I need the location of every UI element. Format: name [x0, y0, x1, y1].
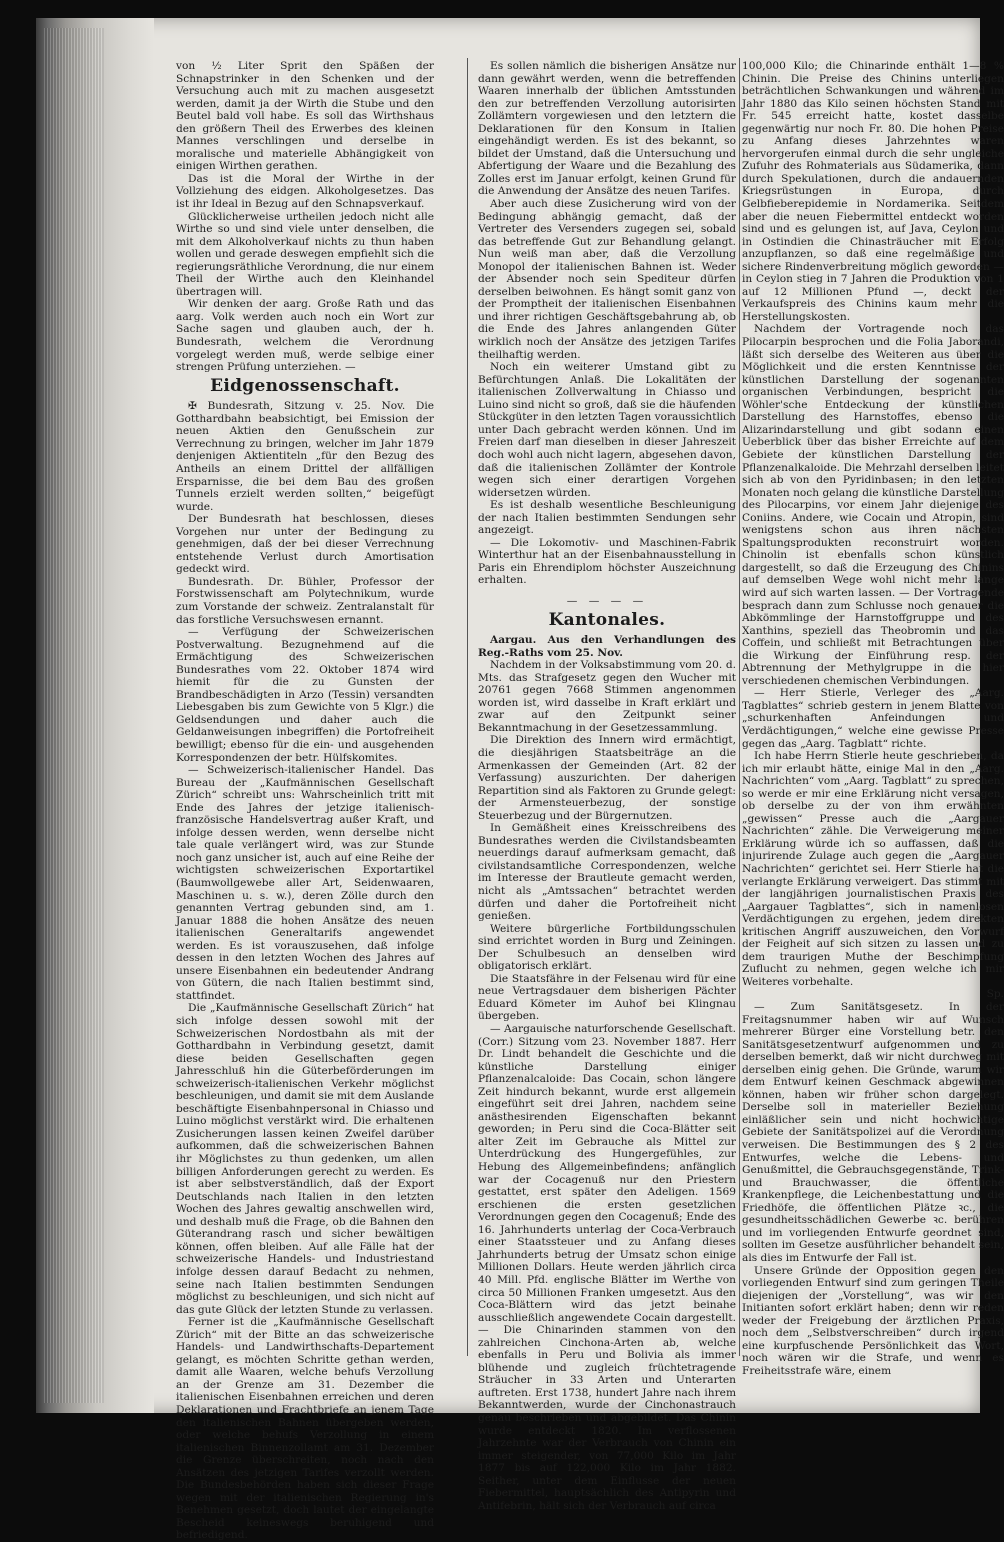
paragraph: Die „Kaufmännische Gesellschaft Zürich“ hat sich infolge dessen sowohl mit der Schweizerischen Nordostbahn als mit der Gotthardbahn in Verbindung gesetzt, damit diese beiden Gesellschaften gegen Jahresschluß hin die Güterbeförderungen im schweizerisch-italienischen Verkehr möglichst beschleunigen, und damit sie mit dem Auslande beschäftigte Eisenbahnpersonal in Chiasso und Luino möglichst verstärkt wird. Die erhaltenen Zusicherungen lassen keinen Zweifel darüber aufkommen, daß die schweizerischen Bahnen ihr Möglichstes zu thun gedenken, um allen billigen Anforderungen gerecht zu werden. Es ist aber selbstverständlich, daß der Export Deutschlands nach Italien in den letzten Wochen des Jahres gewaltig anschwellen wird, und deshalb muß die Frage, ob die Bahnen den Güterandrang rasch und sicher bewältigen können, offen bleiben. Auf alle Fälle hat der schweizerische Handels- und Industriestand infolge dessen darauf Bedacht zu nehmen, seine nach Italien bestimmten Sendungen möglichst zu beschleunigen, und sich nicht auf das gute Glück der letzten Stunde zu verlassen. [176, 1002, 434, 1316]
column-rule-right [739, 58, 740, 1356]
paragraph: — Verfügung der Schweizerischen Postverwaltung. Bezugnehmend auf die Ermächtigung des Schweizerischen Bundesrathes vom 22. Oktober 1874 wird hiemit für die zu Gunsten der Brandbeschädigten in Arzo (Tessin) versandten Liebesgaben bis zum Gewichte von 5 Klgr.) die Geldsendungen und daher auch die Geldanweisungen inbegriffen) die Portofreiheit bewilligt; ebenso für die ein- und ausgehenden Korrespondenzen der betr. Hülfskomites. [176, 626, 434, 764]
paragraph: In Gemäßheit eines Kreisschreibens des Bundesrathes werden die Civilstandsbeamten neuerdings darauf aufmerksam gemacht, daß civilstandsamtliche Correspondenzen, welche im Interesse der Brautleute gemacht werden, nicht als „Amtssachen“ betrachtet werden dürfen und daher die Portofreiheit nicht genießen. [478, 822, 736, 923]
paragraph-lead: Aargau. Aus den Verhandlungen des Reg.-Raths vom 25. Nov. [478, 634, 736, 659]
paragraph: Die Direktion des Innern wird ermächtigt, die diesjährigen Staatsbeiträge an die Armenkassen der Gemeinden (Art. 82 der Verfassung) auszurichten. Der daherigen Repartition sind als Faktoren zu Grunde gelegt: der Armensteuerbezug, der sonstige Steuerbezug und der Bürgernutzen. [478, 734, 736, 822]
paragraph: Das ist die Moral der Wirthe in der Vollziehung des eidgen. Alkoholgesetzes. Das ist ihr Ideal in Bezug auf den Schnapsverkauf. [176, 172, 434, 211]
column-3 [742, 60, 1004, 1377]
paragraph: Die Staatsfähre in der Felsenau wird für eine neue Vertragsdauer dem bisherigen Pächter Eduard Kömeter im Auhof bei Klingnau übergeben. [478, 972, 736, 1023]
newspaper-page [36, 18, 1004, 1542]
author-signature: Sp. [986, 988, 1004, 1001]
column-2 [478, 60, 736, 1512]
paragraph: Glücklicherweise urtheilen jedoch nicht alle Wirthe so und sind viele unter denselben, die mit dem Alkoholverkauf nichts zu thun haben wollen und gerade deswegen empfiehlt sich die regierungsräthliche Verordnung, die nur einem Theil der Wirthe auch den Kleinhandel übertragen will. [176, 210, 434, 298]
paragraph: Es sollen nämlich die bisherigen Ansätze nur dann gewährt werden, wenn die betreffenden Waaren innerhalb der üblichen Amtsstunden den zur betreffenden Verzollung autorisirten Zollämtern vorgewiesen und den letztern die Deklarationen für den Konsum in Italien eingehändigt werden. Es ist des bekannt, so bildet der Umstand, daß die Untersuchung und Abfertigung der Waare und die Bezahlung des Zolles erst im Januar erfolgt, keinen Grund für die Anwendung der Ansätze des neuen Tarifes. [478, 60, 736, 198]
paragraph: Ich habe Herrn Stierle heute geschrieben, da ich mir erlaubt hätte, einige Mal in den „Aarg. Nachrichten“ vom „Aarg. Tagblatt“ zu sprechen, so werde er mir eine Erklärung nicht versagen, ob derselbe zu der von ihm erwähnten „gewissen“ Presse auch die „Aargauer Nachrichten“ zähle. Die Verweigerung meiner Erklärung würde ich so auffassen, daß die injurirende Zulage auch gegen die „Aargauer Nachrichten“ gerichtet sei. Herr Stierle hat die verlangte Erklärung verweigert. Das stimmt mit der langjährigen journalistischen Praxis des „Aargauer Tagblattes“, sich in namenlosen Verdächtigungen zu ergehen, jedem direkten kritischen Angriff auszuweichen, den Vorwurf der Feigheit auf sich sitzen zu lassen und zu dem traurigen Muthe der Beschimpfung Zuflucht zu nehmen, gegen welche ich mir Weiteres vorbehalte. [742, 750, 1004, 988]
column-rule-left [467, 58, 468, 1356]
paragraph: — Zum Sanitätsgesetz. In der Freitagsnummer haben wir auf Wunsch mehrerer Bürger eine Vorstellung betr. den Sanitätsgesetzentwurf aufgenommen und zu derselben bemerkt, daß wir nicht durchweg mit derselben einig gehen. Die Gründe, warum wir dem Entwurf keinen Geschmack abgewinnen können, haben wir früher schon dargelegt. Derselbe soll in materieller Beziehung einläßlicher sein und nicht hochwichtige Gebiete der Sanitätspolizei auf die Verordnung verweisen. Die Bestimmungen des § 2 des Entwurfes, welche die Lebens- und Genußmittel, die Gebrauchsgegenstände, Trink- und Brauchwasser, die öffentliche Krankenpflege, die Leichenbestattung und die Friedhöfe, die öffentlichen Plätze ꝛc., die gesundheitsschädlichen Gewerbe ꝛc. berühren und im vorliegenden Entwurfe geordnet sind, sollten im Gesetze ausführlicher behandelt sein, als dies im Entwurfe der Fall ist. [742, 1001, 1004, 1264]
paragraph: Nachdem in der Volksabstimmung vom 20. d. Mts. das Strafgesetz gegen den Wucher mit 20761 gegen 7668 Stimmen angenommen worden ist, wird dasselbe in Kraft erklärt und zwar auf den Zeitpunkt seiner Bekanntmachung in der Gesetzessammlung. [478, 659, 736, 734]
paragraph: Noch ein weiterer Umstand gibt zu Befürchtungen Anlaß. Die Lokalitäten der italienischen Zollverwaltung in Chiasso und Luino sind nicht so groß, daß sie die häufenden Stückgüter in den letzten Tagen voraussichtlich unter Dach gebracht werden können. Und im Freien darf man dieselben in dieser Jahreszeit doch wohl auch nicht lagern, abgesehen davon, daß die italienischen Zollämter der Kontrole wegen sich einer derartigen Vorgehen widersetzen würden. [478, 361, 736, 499]
paragraph: Bundesrath. Dr. Bühler, Professor der Forstwissenschaft am Polytechnikum, wurde zum Vorstande der schweiz. Zentralanstalt für das forstliche Versuchswesen ernannt. [176, 575, 434, 626]
paragraph: 100,000 Kilo; die Chinarinde enthält 1—8 % Chinin. Die Preise des Chinins unterliegen beträchtlichen Schwankungen und während im Jahr 1880 das Kilo seinen höchsten Stand mit Fr. 545 erreicht hatte, kostet dasselbe gegenwärtig nur noch Fr. 80. Die hohen Preise zu Anfang dieses Jahrzehntes waren hervorgerufen einmal durch die sehr ungleiche Zufuhr des Rohmaterials aus Südamerika, dann durch Spekulationen, durch die andauernden Kriegsrüstungen in Europa, durch Gelbfieberepidemie in Nordamerika. Seitdem aber die neuen Fiebermittel entdeckt worden sind und es gelungen ist, auf Java, Ceylon und in Ostindien die Chinasträucher mit Erfolg anzupflanzen, so daß eine regelmäßige und sichere Rindenverbreitung möglich geworden — in Ceylon stieg in 7 Jahren die Produktion von 1 auf 12 Millionen Pfund —, deckt der Verkaufspreis des Chinins kaum mehr die Herstellungskosten. [742, 60, 1004, 323]
section-heading-kantonales: Kantonales. [548, 609, 666, 630]
paragraph: Aber auch diese Zusicherung wird von der Bedingung abhängig gemacht, daß der Vertreter des Versenders zugegen sei, sobald das betreffende Gut zur Behandlung gelangt. Nun weiß man aber, daß die Verzollung Monopol der italienischen Bahnen ist. Weder der Absender noch sein Spediteur dürfen derselben beiwohnen. Es hängt somit ganz von der Promptheit der italienischen Eisenbahnen und ihrer richtigen Geschäftsgebahrung ab, ob die Ende des Jahres anlangenden Güter wirklich noch der Ansätze des jetzigen Tarifes theilhaftig werden. [478, 198, 736, 361]
paragraph: Weitere bürgerliche Fortbildungsschulen sind errichtet worden in Burg und Zeiningen. Der Schulbesuch an denselben wird obligatorisch erklärt. [478, 922, 736, 973]
paragraph: Es ist deshalb wesentliche Beschleunigung der nach Italien bestimmten Sendungen sehr angezeigt. [478, 499, 736, 537]
paragraph: — Herr Stierle, Verleger des „Aarg. Tagblattes“ schrieb gestern in jenem Blatte von „schurkenhaften Anfeindungen und Verdächtigungen,“ welche eine gewisse Presse gegen das „Aarg. Tagblatt“ richte. [742, 687, 1004, 750]
paragraph: — Schweizerisch-italienischer Handel. Das Bureau der „Kaufmännischen Gesellschaft Zürich“ schreibt uns: Wahrscheinlich tritt mit Ende des Jahres der jetzige italienisch-französische Handelsvertrag außer Kraft, und infolge dessen werden, wenn derselbe nicht tale quale verlängert wird, was zur Stunde noch ganz unsicher ist, auch auf eine Reihe der wichtigsten schweizerischen Exportartikel (Baumwollgewebe aller Art, Seidenwaaren, Maschinen u. s. w.), deren Zölle durch den genannten Vertrag gebunden sind, am 1. Januar 1888 die hohen Ansätze des neuen italienischen Generaltarifs angewendet werden. Es ist vorauszusehen, daß infolge dessen in den letzten Wochen des Jahres auf unsere Eisenbahnen ein bedeutender Andrang von Gütern, die nach Italien bestimmt sind, stattfindet. [176, 764, 434, 1002]
paragraph: Der Bundesrath hat beschlossen, dieses Vorgehen nur unter der Bedingung zu genehmigen, daß der bei dieser Verrechnung entstehende Verlust durch Amortisation gedeckt wird. [176, 513, 434, 576]
paragraph: Unsere Gründe der Opposition gegen den vorliegenden Entwurf sind zum geringen Theile diejenigen der „Vorstellung“, was wir den Initianten sofort erklärt haben; denn wir reden weder der Freigebung der ärztlichen Praxis, noch dem „Selbstverschreiben“ durch irgend eine kurpfuschende Persönlichkeit das Wort, noch wären wir die Strafe, und wenn es Freiheitsstrafe wäre, einem [742, 1264, 1004, 1377]
paragraph: Ferner ist die „Kaufmännische Gesellschaft Zürich“ mit der Bitte an das schweizerische Handels- und Landwirthschafts-Departement gelangt, es möchten Schritte gethan werden, damit alle Waaren, welche behufs Verzollung an der Grenze am 31. Dezember die italienischen Eisenbahnen erreichen und deren Deklarationen und Frachtbriefe an jenem Tage den italienischen Bahnen übergeben werden, oder welche behufs Verzollung in einem italienischen Binnenzollamt am 31. Dezember die Grenze überschreiten, noch nach den Ansätzen des jetzigen Tarifes verzollt werden. Die Bundesbehörden haben sich dieser Frage wegen mit der italienischen Regierung in's Benehmen gesetzt, doch lautet der eingelangte Bescheid keineswegs beruhigend und befriedigend. [176, 1316, 434, 1542]
book-binding [36, 18, 154, 1413]
paragraph: Nachdem der Vortragende noch das Pilocarpin besprochen und die Folia Jaborandi, läßt sich derselbe des Weiteren aus über die Möglichkeit und die ersten Kenntnisse der künstlichen Darstellung der sogenannten organischen Verbindungen, bespricht die Wöhler'sche Entdeckung der künstlichen Darstellung des Harnstoffes, ebenso die Alizarindarstellung und gibt sodann einen Ueberblick über das bisher Erreichte auf dem Gebiete der künstlichen Darstellung der Pflanzenalkaloide. Die Mehrzahl derselben leitet sich ab von den Pyridinbasen; in den letzten Monaten noch gelang die künstliche Darstellung des Pilocarpins, vor einem Jahr diejenige des Coniins. Andere, wie Cocain und Atropin, sind wenigstens schon aus ihren nächsten Spaltungsprodukten reconstruirt worden. Chinolin ist ebenfalls schon künstlich dargestellt, so daß die Erzeugung des Chinins auf demselben Wege wohl nicht mehr lange wird auf sich warten lassen. — Der Vortragende besprach dann zum Schlusse noch genauer die Abkömmlinge der Harnstoffgruppe und des Xanthins, speziell das Theobromin und das Coffein, und schließt mit Betrachtungen über die Wirkung der Einführung resp. der Abtrennung der Methylgruppe in die hier verschiedenen chemischen Verbindungen. [742, 323, 1004, 687]
paragraph: von ½ Liter Sprit den Späßen der Schnapstrinker in den Schenken und der Versuchung auch mit zu machen ausgesetzt werden, damit ja der Wirth die Stube und den Beutel bald voll habe. Es soll das Wirthshaus den größern Theil des Erwerbes des kleinen Mannes verschlingen und derselbe in moralische und materielle Abhängigkeit von einigen Wirthen gerathen. [176, 60, 434, 173]
paragraph: Wir denken der aarg. Große Rath und das aarg. Volk werden auch noch ein Wort zur Sache sagen und glauben auch, der h. Bundesrath, welchem die Verordnung vorgelegt werden muß, werde selbige einer strengen Prüfung unterziehen. — [176, 298, 434, 374]
paragraph: — Die Lokomotiv- und Maschinen-Fabrik Winterthur hat an der Eisenbahnausstellung in Paris ein Ehrendiplom höchster Auszeichnung erhalten. [478, 536, 736, 587]
section-separator: — — — — [566, 594, 648, 607]
binding-page-edges [44, 28, 104, 1403]
paragraph: — Aargauische naturforschende Gesellschaft. (Corr.) Sitzung vom 23. November 1887. Herr Dr. Lindt behandelt die Geschichte und die künstliche Darstellung einiger Pflanzenalcaloide: Das Cocain, schon längere Zeit hindurch bekannt, wurde erst allgemein eingeführt seit drei Jahren, nachdem seine anästhesirenden Eigenschaften bekannt geworden; in Peru sind die Coca-Blätter seit alter Zeit im Gebrauche als Mittel zur Unterdrückung des Hungergefühles, zur Hebung des Allgemeinbefindens; anfänglich war der Cocagenuß nur den Priestern gestattet, erst später den Adeligen. 1569 erschienen die ersten gesetzlichen Verordnungen gegen den Cocagenuß; Ende des 16. Jahrhunderts unterlag der Coca-Verbrauch einer Staatssteuer und zu Anfang dieses Jahrhunderts betrug der Umsatz schon einige Millionen Dollars. Heute werden jährlich circa 40 Mill. Pfd. englische Blätter im Werthe von circa 50 Millionen Franken umgesetzt. Aus den Coca-Blättern wird das jetzt beinahe ausschließlich angewendete Cocain dargestellt. — Die Chinarinden stammen von den zahlreichen Cinchona-Arten ab, welche ebenfalls in Peru und Bolivia als immer blühende und zugleich früchtetragende Sträucher in 33 Arten und Unterarten auftreten. Erst 1738, hundert Jahre nach ihrem Bekanntwerden, wurde der Cinchonastrauch genau beschrieben und abgebildet. Das Chinin wurde entdeckt 1820. Im verflossenen Jahrzehnte war der Verbrauch von Chinin ein immer steigender, von 77,000 Kilo im Jahr 1877 bis auf 122,000 Kilo im Jahr 1882. Seither, unter dem Einflusse der neuen Fiebermittel, hauptsächlich des Antipyrin und Antifebrin, hält sich der Verbrauch auf circa [478, 1023, 736, 1512]
paragraph: ✠ Bundesrath, Sitzung v. 25. Nov. Die Gotthardbahn beabsichtigt, bei Emission der neuen Aktien den Genußschein zur Verrechnung zu bringen, welcher im Jahr 1879 denjenigen Aktientiteln „für den Bezug des Antheils an einem Drittel der allfälligen Ersparnisse, die bei dem Bau des großen Tunnels erzielt werden sollten,“ beigefügt wurde. [176, 400, 434, 513]
column-1 [176, 60, 434, 1542]
section-heading-eidgenossenschaft: Eidgenossenschaft. [210, 375, 400, 396]
